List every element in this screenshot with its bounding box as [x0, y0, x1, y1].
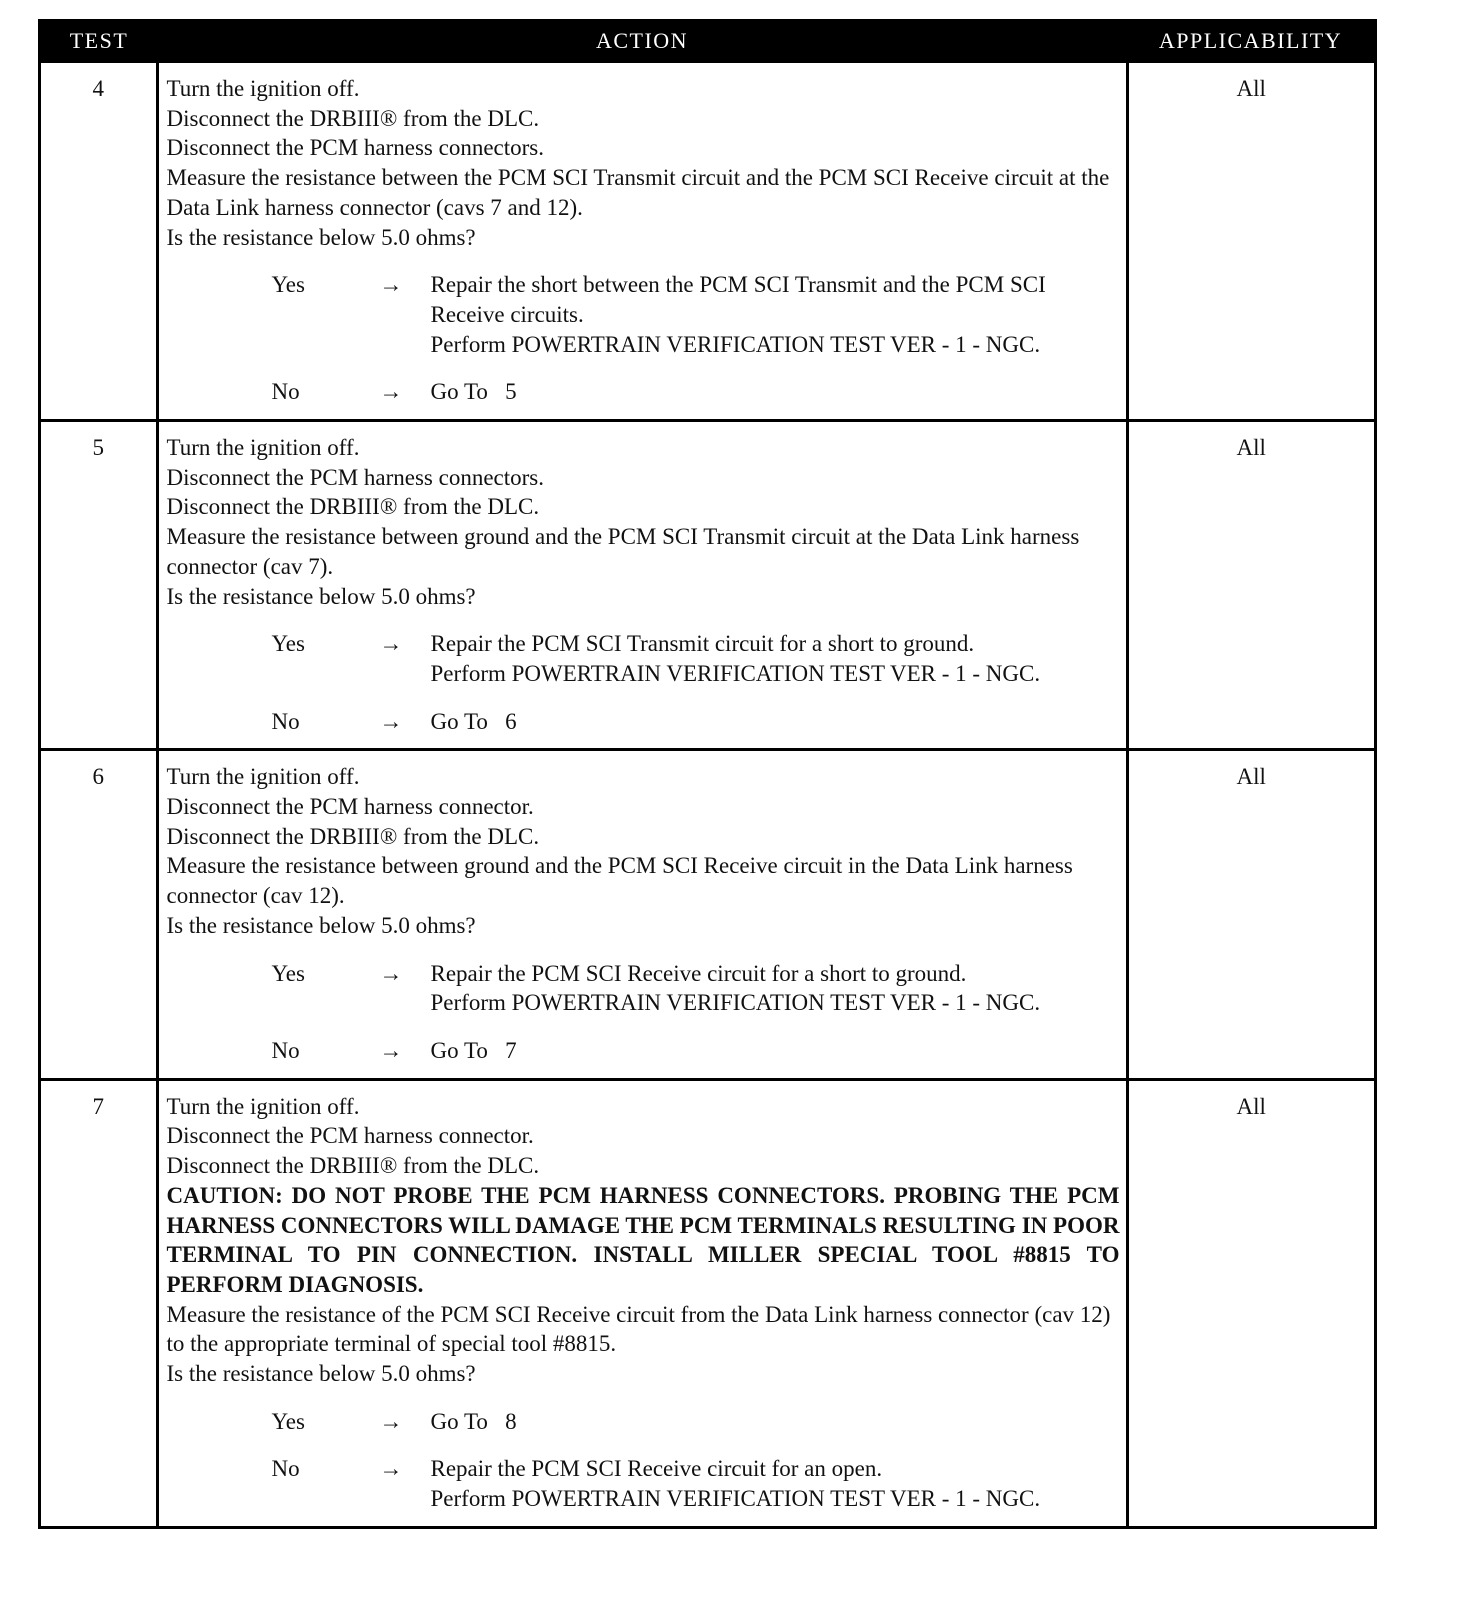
action-cell	[157, 62, 1127, 421]
table-row	[41, 1079, 1374, 1526]
outcome-yes	[167, 270, 1120, 359]
result-line: Perform POWERTRAIN VERIFICATION TEST VER - 1 - NGC.	[430, 660, 1041, 686]
yes-label: Yes	[271, 1408, 305, 1434]
no-result	[431, 1036, 1120, 1066]
result-line: Go To 8	[430, 1408, 517, 1434]
applicability: All	[1127, 421, 1374, 750]
result-line: Repair the PCM SCI Receive circuit for an open.	[430, 1456, 883, 1482]
result-line: Repair the short between the PCM SCI Transmit and the PCM SCI Receive circuits.	[430, 272, 1052, 327]
header-applicability: APPLICABILITY	[1127, 22, 1374, 62]
result-line: Perform POWERTRAIN VERIFICATION TEST VER - 1 - NGC.	[430, 331, 1041, 357]
result-line: Go To 5	[430, 379, 517, 405]
action-step: Is the resistance below 5.0 ohms?	[166, 1361, 476, 1387]
action-step: Disconnect the PCM harness connectors.	[166, 135, 545, 161]
no-result	[431, 1454, 1120, 1513]
result-line: Perform POWERTRAIN VERIFICATION TEST VER - 1 - NGC.	[430, 1486, 1041, 1512]
table-row	[41, 750, 1374, 1079]
result-line: Go To 6	[430, 708, 517, 734]
diagnostic-table	[38, 19, 1377, 1529]
yes-result	[431, 959, 1120, 1018]
caution-text: CAUTION: DO NOT PROBE THE PCM HARNESS CONNECTORS. PROBING THE PCM HARNESS CONNECTORS WILL DAMAGE THE PCM TERMINALS RESULTING IN POOR TERMINAL TO PIN CONNECTION. INSTALL MILLER SPECIAL TOOL #8815 TO PERFORM DIAGNOSIS.	[166, 1182, 1120, 1297]
outcome-yes	[167, 629, 1120, 688]
action-step: Disconnect the DRBIII® from the DLC.	[166, 1153, 540, 1179]
outcome-yes	[167, 959, 1120, 1018]
yes-label: Yes	[271, 272, 305, 298]
test-number: 7	[41, 1079, 157, 1526]
action-step: Is the resistance below 5.0 ohms?	[166, 912, 476, 938]
yes-label: Yes	[271, 631, 305, 657]
action-step: Measure the resistance of the PCM SCI Receive circuit from the Data Link harness connector (cav 12) to the appropriate terminal of special tool #8815.	[166, 1301, 1111, 1357]
table-row	[41, 62, 1374, 421]
outcome-yes	[167, 1407, 1120, 1437]
result-line: Perform POWERTRAIN VERIFICATION TEST VER - 1 - NGC.	[430, 990, 1041, 1016]
action-step: Measure the resistance between ground and the PCM SCI Transmit circuit at the Data Link harness connector (cav 7).	[166, 524, 1080, 579]
test-number: 5	[41, 421, 157, 750]
arrow-icon: →	[379, 1037, 403, 1063]
header-test: TEST	[41, 22, 157, 62]
action-cell	[157, 421, 1127, 750]
arrow-icon: →	[379, 960, 403, 986]
yes-result	[431, 270, 1120, 359]
action-step: Disconnect the PCM harness connectors.	[166, 464, 545, 490]
header-action: ACTION	[157, 22, 1127, 62]
action-step: Disconnect the DRBIII® from the DLC.	[166, 823, 540, 849]
action-step: Is the resistance below 5.0 ohms?	[166, 224, 476, 250]
action-step: Disconnect the DRBIII® from the DLC.	[166, 105, 540, 131]
test-table	[41, 22, 1374, 1526]
result-line: Repair the PCM SCI Receive circuit for a short to ground.	[430, 960, 967, 986]
applicability: All	[1127, 750, 1374, 1079]
arrow-icon: →	[379, 1408, 403, 1434]
table-header	[41, 22, 1374, 62]
no-label: No	[271, 1456, 300, 1482]
outcome-no	[167, 1036, 1120, 1066]
applicability: All	[1127, 62, 1374, 421]
yes-label: Yes	[271, 960, 305, 986]
action-cell	[157, 750, 1127, 1079]
no-result	[431, 707, 1120, 737]
arrow-icon: →	[379, 631, 403, 657]
action-step: Measure the resistance between the PCM SCI Transmit circuit and the PCM SCI Receive circuit at the Data Link harness connector (cavs 7 and 12).	[166, 165, 1110, 220]
arrow-icon: →	[379, 708, 403, 734]
action-step: Disconnect the PCM harness connector.	[166, 794, 534, 820]
no-label: No	[271, 379, 300, 405]
applicability: All	[1127, 1079, 1374, 1526]
no-result	[431, 377, 1120, 407]
action-step: Is the resistance below 5.0 ohms?	[166, 583, 476, 609]
action-step: Disconnect the DRBIII® from the DLC.	[166, 494, 540, 520]
action-step: Turn the ignition off.	[166, 1093, 360, 1119]
test-number: 4	[41, 62, 157, 421]
arrow-icon: →	[379, 1456, 403, 1482]
result-line: Go To 7	[430, 1037, 517, 1063]
outcome-no	[167, 707, 1120, 737]
arrow-icon: →	[379, 379, 403, 405]
action-step: Turn the ignition off.	[166, 764, 360, 790]
action-step: Disconnect the PCM harness connector.	[166, 1123, 534, 1149]
result-line: Repair the PCM SCI Transmit circuit for a short to ground.	[430, 631, 975, 657]
test-number: 6	[41, 750, 157, 1079]
action-step: Measure the resistance between ground and the PCM SCI Receive circuit in the Data Link harness connector (cav 12).	[166, 853, 1073, 909]
arrow-icon: →	[379, 272, 403, 298]
outcome-no	[167, 377, 1120, 407]
action-cell	[157, 1079, 1127, 1526]
table-row	[41, 421, 1374, 750]
action-step: Turn the ignition off.	[166, 435, 360, 461]
outcome-no	[167, 1454, 1120, 1513]
no-label: No	[271, 1037, 300, 1063]
action-step: Turn the ignition off.	[166, 76, 360, 101]
no-label: No	[271, 708, 300, 734]
yes-result	[431, 629, 1120, 688]
yes-result	[431, 1407, 1120, 1437]
